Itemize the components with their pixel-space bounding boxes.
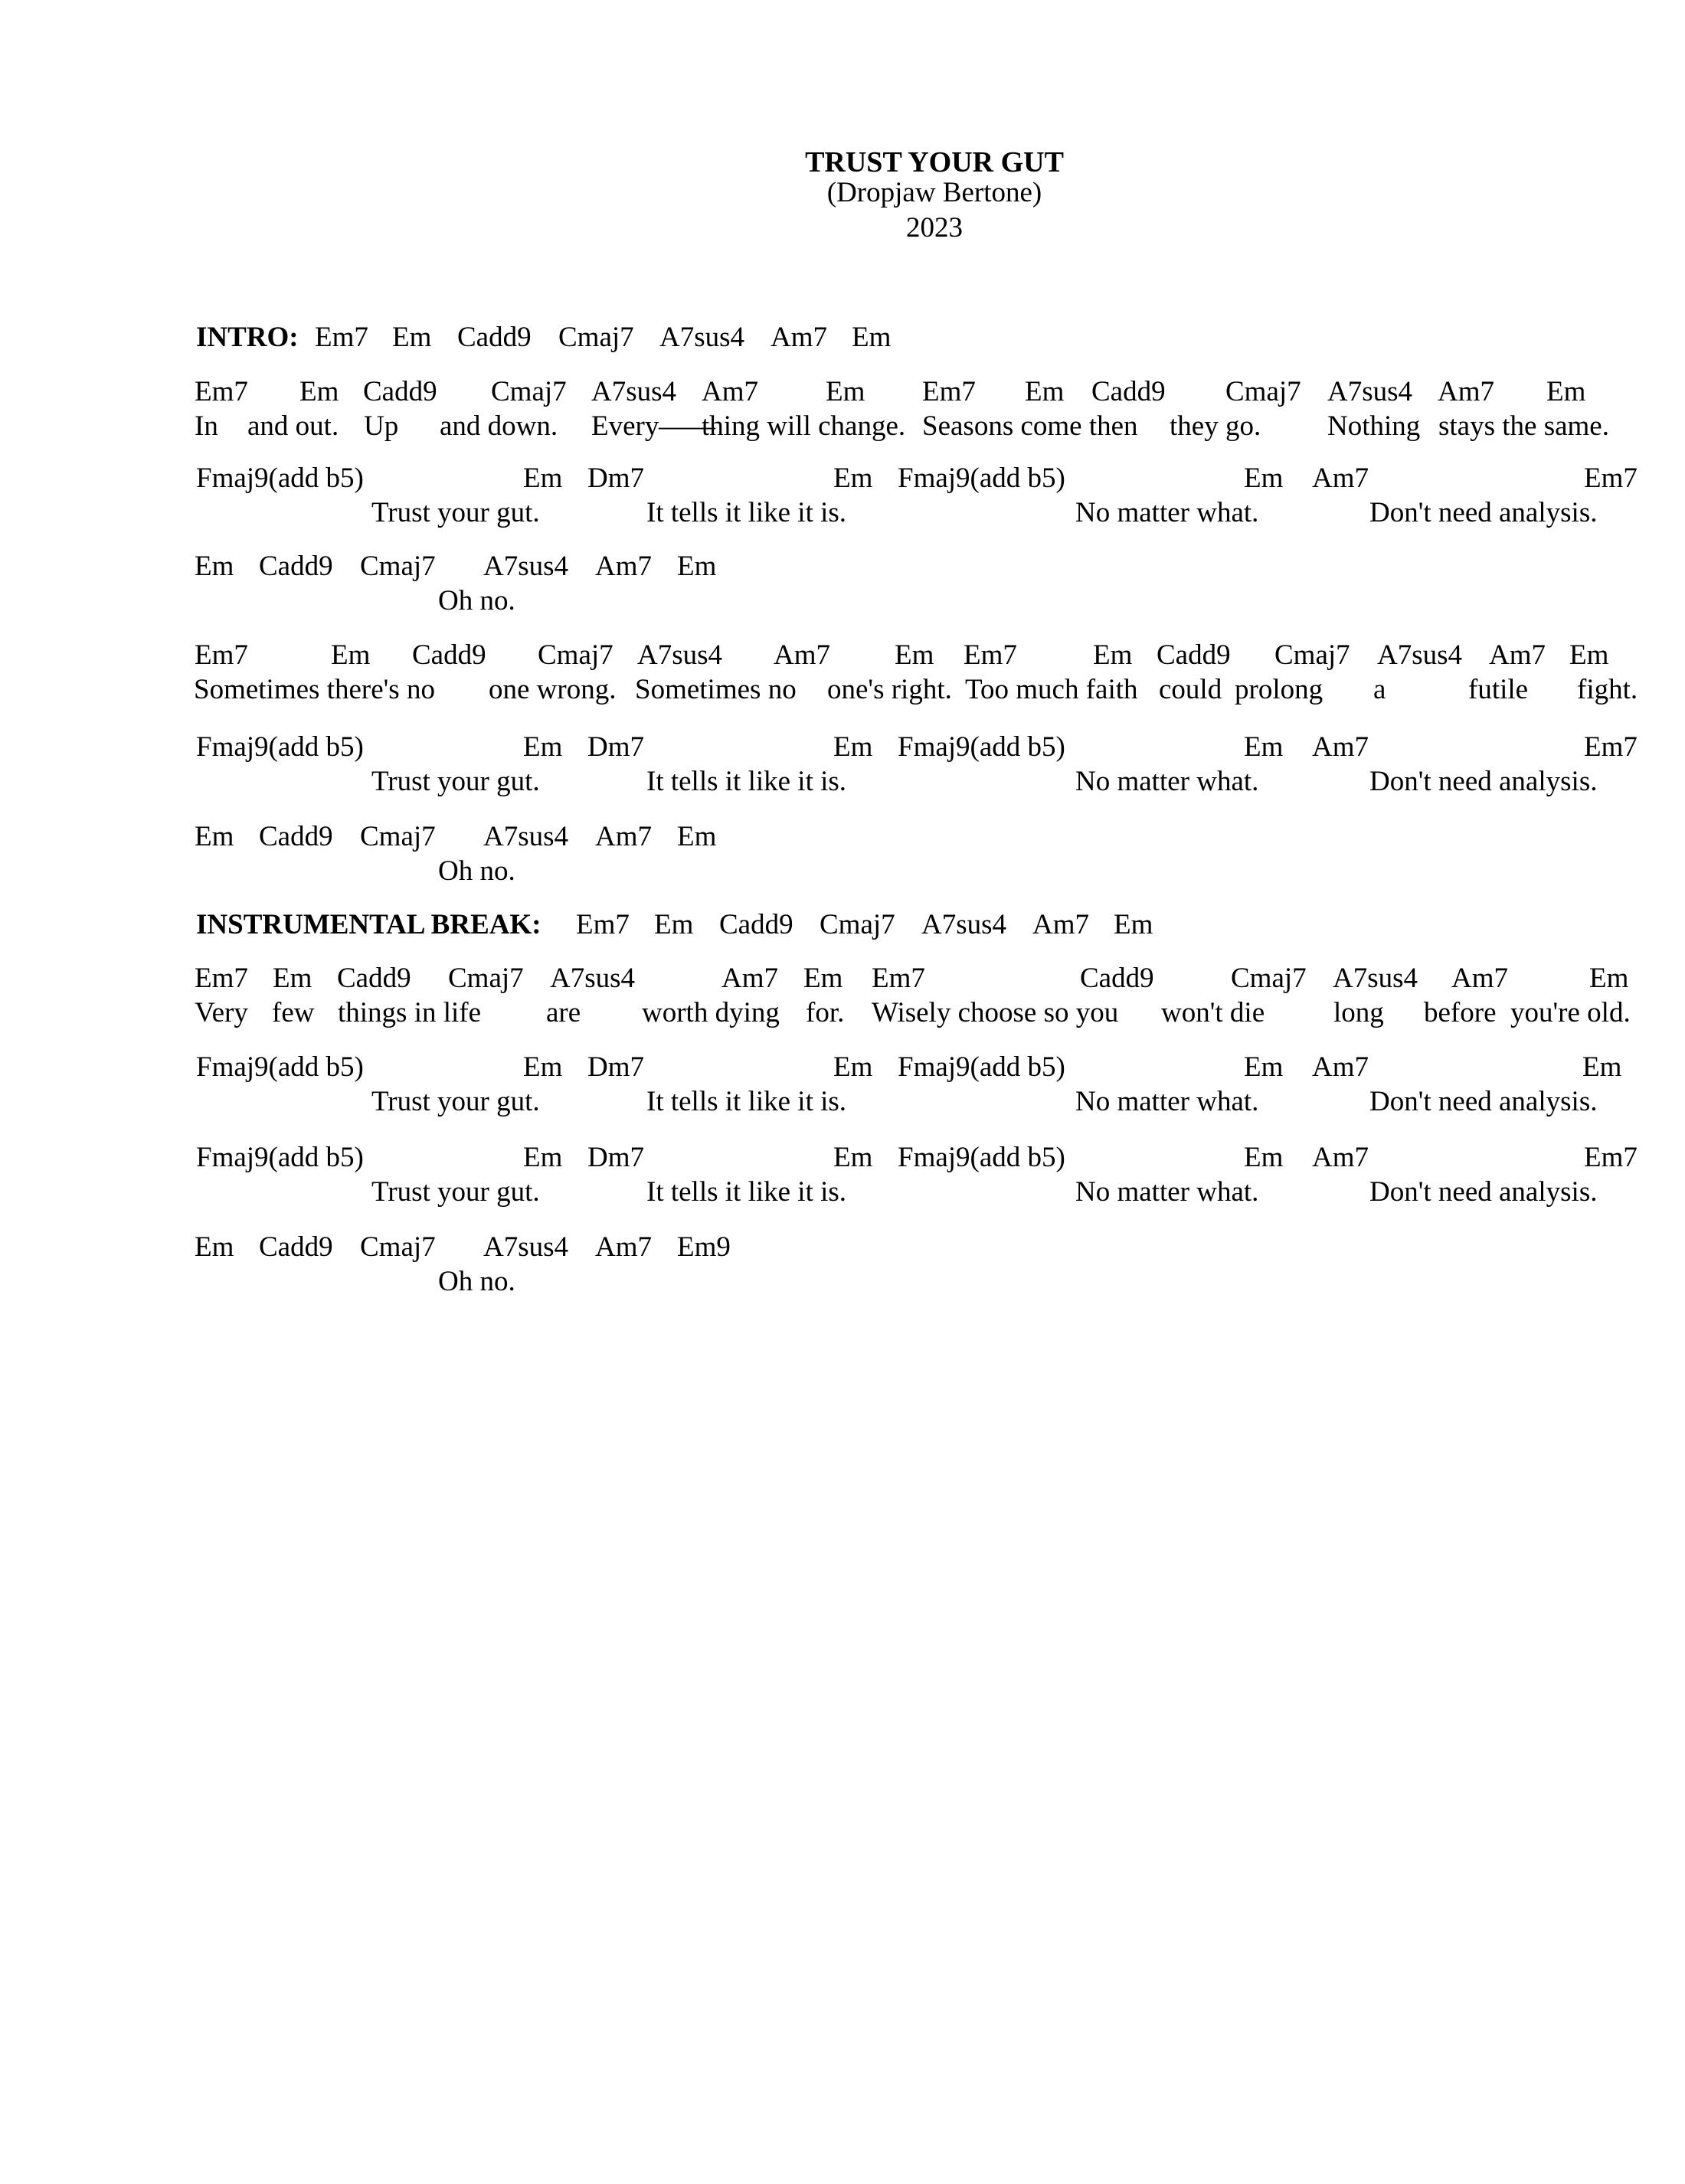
chord: Cadd9 [363, 376, 437, 407]
chord: Am7 [1312, 1051, 1369, 1083]
lyric: Trust your gut. [371, 1176, 540, 1208]
chord: A7sus4 [1327, 376, 1413, 407]
lyric: they go. [1170, 410, 1261, 442]
chord: Cmaj7 [1231, 963, 1307, 994]
chord: Cmaj7 [1274, 639, 1350, 671]
chord: Em [1244, 731, 1284, 763]
chord: Em [833, 1051, 873, 1083]
instrumental-label: INSTRUMENTAL BREAK: [196, 909, 541, 940]
chord: Am7 [1438, 376, 1494, 407]
lyric: Don't need analysis. [1369, 497, 1598, 528]
chord: Em [273, 963, 312, 994]
chord: Am7 [595, 821, 652, 852]
song-title: TRUST YOUR GUT [805, 146, 1064, 178]
chord: Em [195, 551, 234, 582]
chord: Em [299, 376, 339, 407]
lyric: Oh no. [438, 855, 515, 887]
chord: Am7 [1032, 909, 1089, 940]
chord: Am7 [595, 551, 652, 582]
lyric: In [195, 410, 218, 442]
chord: Am7 [1312, 463, 1369, 494]
lyric: one's right. [827, 674, 952, 705]
chord: Em7 [872, 963, 925, 994]
song-year: 2023 [906, 212, 963, 244]
lyric: It tells it like it is. [646, 497, 847, 528]
chord: Em7 [1584, 731, 1638, 763]
chord: Em [392, 322, 432, 353]
chord: Cadd9 [457, 322, 532, 353]
lyric: It tells it like it is. [646, 1086, 847, 1117]
chord: Cadd9 [259, 551, 333, 582]
chord: Em7 [195, 376, 248, 407]
chord: Cmaj7 [558, 322, 634, 353]
chord: Am7 [721, 963, 778, 994]
chord: Em [677, 551, 717, 582]
chord: Em [1589, 963, 1629, 994]
chord: A7sus4 [483, 551, 569, 582]
lyric: for. [806, 997, 845, 1028]
chord: Am7 [702, 376, 758, 407]
lyric: and out. [247, 410, 339, 442]
lyric: could [1159, 674, 1222, 705]
chord: A7sus4 [921, 909, 1007, 940]
chord: Am7 [595, 1231, 652, 1263]
chord: Am7 [774, 639, 830, 671]
chord: Dm7 [587, 463, 644, 494]
chord: Am7 [1312, 1142, 1369, 1173]
chord: Cmaj7 [538, 639, 613, 671]
lyric: Too much faith [965, 674, 1138, 705]
chord: Cmaj7 [491, 376, 567, 407]
chord: Cadd9 [1157, 639, 1231, 671]
lyric: thing will change. [702, 410, 906, 442]
lyric: Sometimes no [635, 674, 797, 705]
lyric: Don't need analysis. [1369, 1176, 1598, 1208]
lyric: won't die [1161, 997, 1265, 1028]
lyric: one wrong. [489, 674, 617, 705]
chord: Em [826, 376, 865, 407]
lyric: Oh no. [438, 1266, 515, 1297]
chord: Em [1244, 1051, 1284, 1083]
chord: Dm7 [587, 1051, 644, 1083]
chord: Em7 [1584, 1142, 1638, 1173]
chord: Em [654, 909, 694, 940]
chord: Em [803, 963, 843, 994]
lyric: Trust your gut. [371, 497, 540, 528]
chord: Em7 [195, 639, 248, 671]
chord: A7sus4 [1377, 639, 1463, 671]
lyric: It tells it like it is. [646, 1176, 847, 1208]
chord: Em [1546, 376, 1586, 407]
lyric: Up [364, 410, 399, 442]
chord: Em [523, 1142, 563, 1173]
chord: Cadd9 [259, 1231, 333, 1263]
lyric: Oh no. [438, 585, 515, 616]
chord: Cadd9 [719, 909, 793, 940]
chord: A7sus4 [483, 821, 569, 852]
lyric: worth dying [642, 997, 780, 1028]
chord: Cadd9 [412, 639, 486, 671]
chord: Cmaj7 [360, 1231, 436, 1263]
chord: Em7 [1584, 463, 1638, 494]
chord: Am7 [1489, 639, 1546, 671]
chord: Em [1244, 463, 1284, 494]
chord: Fmaj9(add b5) [196, 731, 364, 763]
lyric: No matter what. [1075, 766, 1259, 797]
lyric: It tells it like it is. [646, 766, 847, 797]
lyric: Don't need analysis. [1369, 766, 1598, 797]
lyric: and down. [440, 410, 558, 442]
lyric: few [272, 997, 315, 1028]
lyric: Very [195, 997, 248, 1028]
chord: A7sus4 [659, 322, 745, 353]
lyric: stays the same. [1438, 410, 1609, 442]
chord: Fmaj9(add b5) [898, 1142, 1065, 1173]
chord: Cmaj7 [1225, 376, 1301, 407]
lyric: Trust your gut. [371, 1086, 540, 1117]
chord: Am7 [1312, 731, 1369, 763]
lyric: No matter what. [1075, 1176, 1259, 1208]
lyric: Trust your gut. [371, 766, 540, 797]
chord: Fmaj9(add b5) [196, 1051, 364, 1083]
chord: Am7 [1451, 963, 1508, 994]
chord: Am7 [771, 322, 827, 353]
chord: Fmaj9(add b5) [898, 1051, 1065, 1083]
chord: Em [1025, 376, 1065, 407]
chord: Fmaj9(add b5) [196, 1142, 364, 1173]
lyric: Every [591, 410, 659, 442]
chord: Em [331, 639, 371, 671]
lyric: Wisely choose so you [872, 997, 1119, 1028]
lyric: are [546, 997, 581, 1028]
lyric: long [1333, 997, 1384, 1028]
chord: A7sus4 [1333, 963, 1418, 994]
intro-label: INTRO: [196, 322, 299, 353]
lyric: No matter what. [1075, 1086, 1259, 1117]
chord: Em [195, 1231, 234, 1263]
chord: Em [833, 1142, 873, 1173]
chord: Fmaj9(add b5) [898, 463, 1065, 494]
chord: Em7 [576, 909, 630, 940]
chord: Em [1114, 909, 1153, 940]
chord: Cmaj7 [448, 963, 524, 994]
chord: Cmaj7 [360, 821, 436, 852]
chord: Dm7 [587, 1142, 644, 1173]
chord: A7sus4 [637, 639, 723, 671]
chord: Cadd9 [259, 821, 333, 852]
lyric: Nothing [1327, 410, 1421, 442]
lyric: a [1373, 674, 1386, 705]
chord: Cmaj7 [360, 551, 436, 582]
lyric: prolong [1235, 674, 1323, 705]
chord: Em [852, 322, 892, 353]
chord: Cadd9 [1091, 376, 1166, 407]
chord: Em [1582, 1051, 1622, 1083]
chord: Em [895, 639, 934, 671]
chord: Cadd9 [337, 963, 411, 994]
chord: Em7 [315, 322, 368, 353]
chord: Cadd9 [1080, 963, 1154, 994]
chord: A7sus4 [591, 376, 677, 407]
lyric: No matter what. [1075, 497, 1259, 528]
chord: Em [523, 463, 563, 494]
chord: Em [195, 821, 234, 852]
chord: Em [1569, 639, 1609, 671]
lyric: before [1424, 997, 1497, 1028]
chord: Em7 [964, 639, 1017, 671]
song-artist: (Dropjaw Bertone) [826, 177, 1042, 208]
chord: Em [523, 1051, 563, 1083]
chord: Fmaj9(add b5) [196, 463, 364, 494]
chord: Em [1093, 639, 1133, 671]
chord: Em [833, 731, 873, 763]
lyric: Sometimes there's no [194, 674, 435, 705]
chord: Em [523, 731, 563, 763]
lyric: Seasons come then [922, 410, 1138, 442]
chord: Em [677, 821, 717, 852]
chord: Fmaj9(add b5) [898, 731, 1065, 763]
chord: Em7 [195, 963, 248, 994]
chord: A7sus4 [483, 1231, 569, 1263]
lyric: fight. [1577, 674, 1638, 705]
chord: Cmaj7 [820, 909, 895, 940]
chord: Dm7 [587, 731, 644, 763]
lyric: Don't need analysis. [1369, 1086, 1598, 1117]
chord: A7sus4 [550, 963, 636, 994]
lyric: futile [1468, 674, 1529, 705]
lyric: things in life [338, 997, 482, 1028]
chord: Em [833, 463, 873, 494]
chord: Em9 [677, 1231, 731, 1263]
lyric: —— [659, 410, 715, 442]
chord: Em [1244, 1142, 1284, 1173]
lyric: you're old. [1510, 997, 1631, 1028]
chord: Em7 [922, 376, 976, 407]
